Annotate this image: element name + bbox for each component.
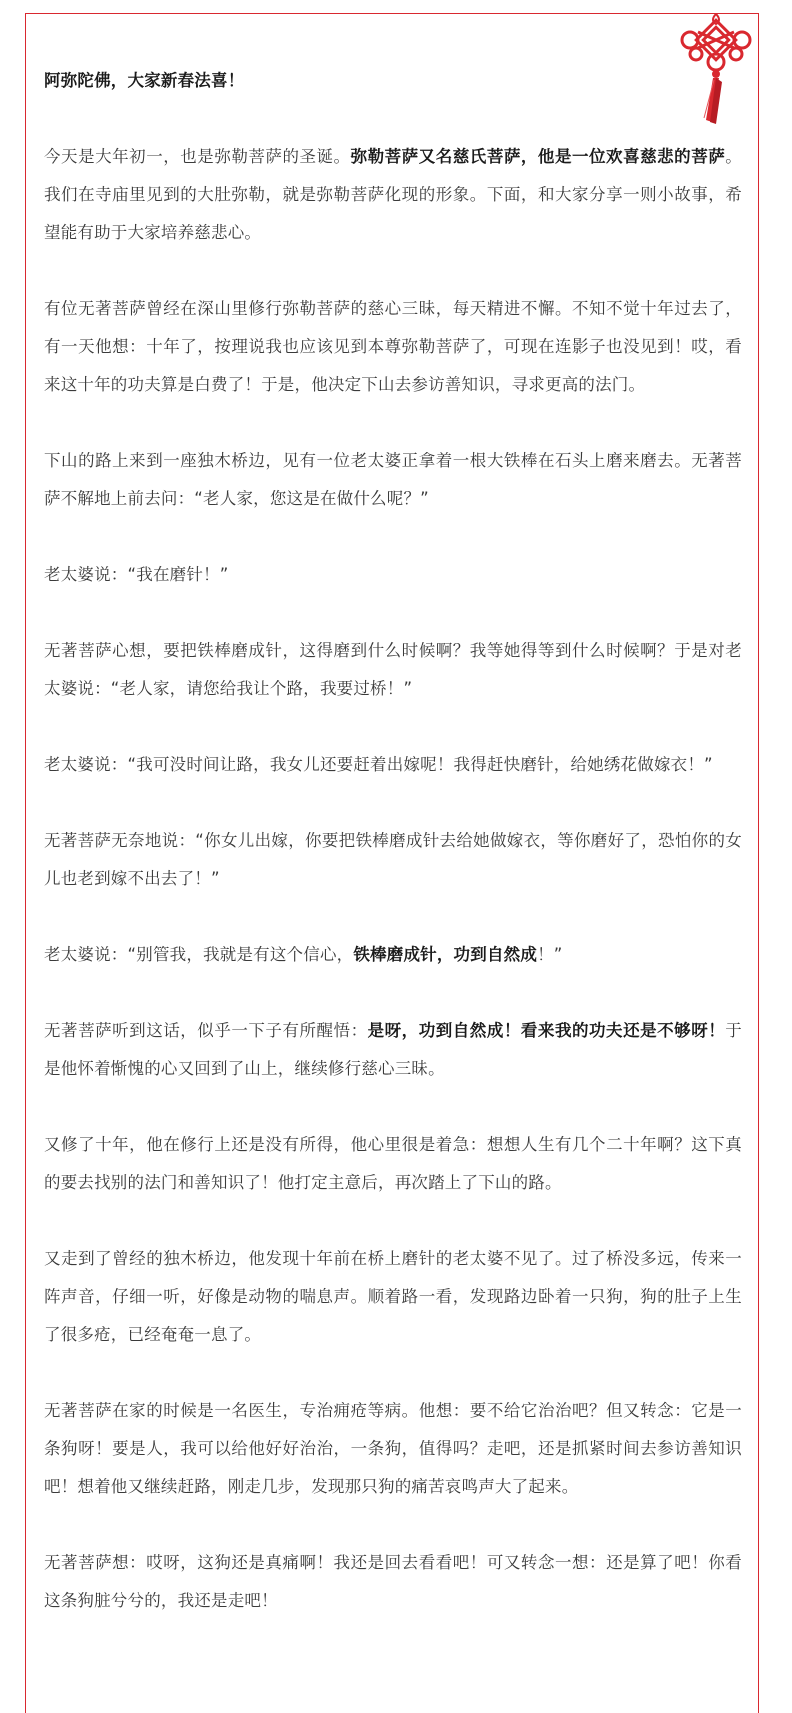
emphasis-text: 是呀，功到自然成！看来我的功夫还是不够呀！ — [367, 1021, 726, 1040]
article-paragraph — [44, 1012, 742, 1088]
article-paragraph — [44, 1544, 742, 1620]
body-text: 又修了十年，他在修行上还是没有所得，他心里很是着急：想想人生有几个二十年啊？这下真的要去找别的法门和善知识了！他打定主意后，再次踏上了下山的路。 — [44, 1135, 742, 1192]
body-text: 于是他怀着惭愧的心又回到了山上，继续修行慈心三昧。 — [44, 1021, 742, 1078]
article-paragraph — [44, 1392, 742, 1506]
greeting-paragraph — [44, 62, 742, 100]
body-text: 无著菩萨听到这话，似乎一下子有所醒悟： — [44, 1021, 368, 1040]
body-text: 今天是大年初一，也是弥勒菩萨的圣诞。 — [44, 147, 351, 166]
body-text: 又走到了曾经的独木桥边，他发现十年前在桥上磨针的老太婆不见了。过了桥没多远，传来一阵声音，仔细一听，好像是动物的喘息声。顺着路一看，发现路边卧着一只狗，狗的肚子上生了很多疮，已经奄奄一息了。 — [44, 1249, 742, 1344]
body-text: 下山的路上来到一座独木桥边，见有一位老太婆正拿着一根大铁棒在石头上磨来磨去。无著菩萨不解地上前去问：“老人家，您这是在做什么呢？” — [44, 451, 742, 508]
body-text: 老太婆说：“别管我，我就是有这个信心， — [44, 945, 354, 964]
article-body — [44, 62, 742, 1658]
article-paragraph — [44, 746, 742, 784]
article-paragraph — [44, 822, 742, 898]
body-text: 老太婆说：“我在磨针！” — [44, 565, 229, 584]
article-paragraph — [44, 1240, 742, 1354]
emphasis-text: 阿弥陀佛，大家新春法喜！ — [44, 71, 245, 90]
emphasis-text: 弥勒菩萨又名慈氏菩萨，他是一位欢喜慈悲的菩萨 — [350, 147, 726, 166]
article-paragraph — [44, 632, 742, 708]
body-text: 有位无著菩萨曾经在深山里修行弥勒菩萨的慈心三昧，每天精进不懈。不知不觉十年过去了，有一天他想：十年了，按理说我也应该见到本尊弥勒菩萨了，可现在连影子也没见到！哎，看来这十年的功夫算是白费了！于是，他决定下山去参访善知识，寻求更高的法门。 — [44, 299, 742, 394]
body-text: 无著菩萨在家的时候是一名医生，专治痈疮等病。他想：要不给它治治吧？但又转念：它是一条狗呀！要是人，我可以给他好好治治，一条狗，值得吗？走吧，还是抓紧时间去参访善知识吧！想着他又继续赶路，刚走几步，发现那只狗的痛苦哀鸣声大了起来。 — [44, 1401, 742, 1496]
article-paragraph — [44, 442, 742, 518]
body-text: 无著菩萨想：哎呀，这狗还是真痛啊！我还是回去看看吧！可又转念一想：还是算了吧！你看这条狗脏兮兮的，我还是走吧！ — [44, 1553, 742, 1610]
emphasis-text: 铁棒磨成针，功到自然成 — [353, 945, 538, 964]
article-paragraph — [44, 936, 742, 974]
article-paragraph — [44, 556, 742, 594]
body-text: 。我们在寺庙里见到的大肚弥勒，就是弥勒菩萨化现的形象。下面，和大家分享一则小故事，希望能有助于大家培养慈悲心。 — [44, 147, 742, 242]
body-text: 老太婆说：“我可没时间让路，我女儿还要赶着出嫁呢！我得赶快磨针，给她绣花做嫁衣！” — [44, 755, 713, 774]
article-paragraph — [44, 290, 742, 404]
article-paragraph — [44, 1126, 742, 1202]
body-text: ！” — [537, 945, 563, 964]
article-paragraph — [44, 138, 742, 252]
body-text: 无著菩萨无奈地说：“你女儿出嫁，你要把铁棒磨成针去给她做嫁衣，等你磨好了，恐怕你的女儿也老到嫁不出去了！” — [44, 831, 742, 888]
body-text: 无著菩萨心想，要把铁棒磨成针，这得磨到什么时候啊？我等她得等到什么时候啊？于是对老太婆说：“老人家，请您给我让个路，我要过桥！” — [44, 641, 742, 698]
